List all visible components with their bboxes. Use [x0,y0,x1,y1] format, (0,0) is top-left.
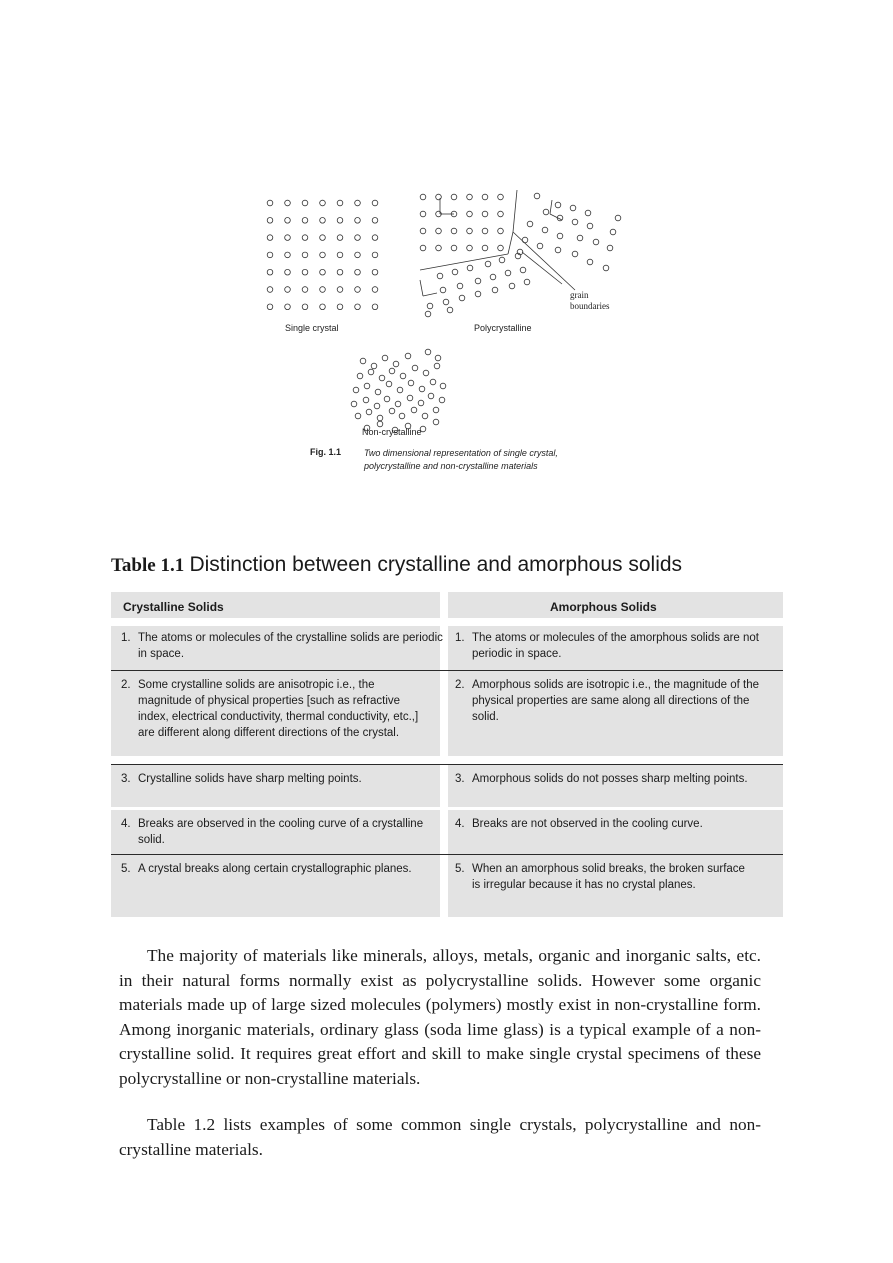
atom-circle [285,252,291,258]
atom-circle [411,407,417,413]
atom-circle [320,200,326,206]
atom-circle [542,227,548,233]
polycrystalline-label: Polycrystalline [474,323,532,333]
atom-circle [267,269,273,275]
atom-circle [425,349,431,355]
atom-circle [435,355,441,361]
atom-circle [440,383,446,389]
atom-circle [475,291,481,297]
atom-circle [482,194,488,200]
atom-circle [285,235,291,241]
atom-circle [593,239,599,245]
atomic-arrangement-figure [240,180,640,450]
atom-circle [534,193,540,199]
atom-circle [285,200,291,206]
body-paragraph-1: The majority of materials like minerals, alloys, metals, organic and inorganic salts, etc. in their natural forms normally exist as polycrystalline solids. However some organic materials made up of large sized molecules (polymers) mostly exist in non-crystalline form. Among inorganic materials, ordinary glass (soda lime glass) is a typical example of a non-crystalline solid. It requires great effort and skill to make single crystal specimens of these polycrystalline or non-crystalline materials. [119,946,761,1088]
atom-circle [423,370,429,376]
atom-circle [498,194,504,200]
atom-circle [366,409,372,415]
row-number: 1. [455,632,465,644]
row-number: 5. [455,863,465,875]
atom-circle [337,287,343,293]
atom-circle [389,368,395,374]
atom-circle [475,278,481,284]
atom-circle [285,218,291,224]
atom-circle [587,223,593,229]
atom-circle [267,235,273,241]
row-text: A crystal breaks along certain crystallographic planes. [138,863,412,875]
polycrystalline-lattice [420,193,621,317]
atom-circle [467,228,473,234]
atom-circle [425,311,431,317]
atom-circle [351,401,357,407]
boundaries-label: boundaries [570,301,610,311]
atom-circle [537,243,543,249]
atom-circle [337,269,343,275]
atom-circle [543,209,549,215]
atom-circle [355,269,361,275]
table-number: Table 1.1 [111,555,185,576]
header-amorphous: Amorphous Solids [550,600,657,614]
atom-circle [320,304,326,310]
atom-circle [337,200,343,206]
atom-circle [382,355,388,361]
atom-circle [337,218,343,224]
atom-circle [368,369,374,375]
atom-circle [439,397,445,403]
atom-circle [498,211,504,217]
figure-number: Fig. 1.1 [310,447,342,457]
atom-circle [302,287,308,293]
atom-circle [267,252,273,258]
atom-circle [459,295,465,301]
table-title [111,552,682,577]
atom-circle [285,304,291,310]
atom-circle [457,283,463,289]
atom-circle [386,381,392,387]
atom-circle [302,218,308,224]
single-crystal-lattice [267,200,378,309]
atom-circle [407,395,413,401]
atom-circle [389,408,395,414]
row-number: 2. [455,679,465,691]
atom-circle [498,245,504,251]
table-title-text: Distinction between crystalline and amorphous solids [189,553,683,576]
atom-circle [467,211,473,217]
row-text: Breaks are not observed in the cooling curve. [472,818,703,830]
atom-circle [360,358,366,364]
row4-amorphous [455,816,773,832]
atom-circle [467,245,473,251]
atom-circle [364,383,370,389]
atom-circle [337,304,343,310]
atom-circle [482,228,488,234]
atom-circle [587,259,593,265]
single-crystal-label: Single crystal [285,323,339,333]
atom-circle [422,413,428,419]
atom-circle [372,287,378,293]
atom-circle [375,389,381,395]
row-text: The atoms or molecules of the crystalline solids are periodic in space. [138,632,443,660]
atom-circle [452,269,458,275]
atom-circle [372,235,378,241]
atom-circle [320,252,326,258]
atom-circle [572,251,578,257]
atom-circle [557,233,563,239]
header-crystalline: Crystalline Solids [123,600,224,614]
atom-circle [505,270,511,276]
atom-circle [377,415,383,421]
atom-circle [436,194,442,200]
atom-circle [467,194,473,200]
atom-circle [420,228,426,234]
grain-label: grain [570,290,589,300]
atom-circle [443,299,449,305]
atom-circle [522,237,528,243]
atom-circle [320,287,326,293]
row-text: Amorphous solids are isotropic i.e., the magnitude of the physical properties are same along all directions of the solid. [472,679,760,723]
atom-circle [355,252,361,258]
atom-circle [372,218,378,224]
atom-circle [428,393,434,399]
atom-circle [433,419,439,425]
atom-circle [467,265,473,271]
atom-circle [498,228,504,234]
atom-circle [355,287,361,293]
atom-circle [555,202,561,208]
row-text: Crystalline solids have sharp melting points. [138,773,362,785]
comparison-table [111,592,783,917]
atom-circle [451,194,457,200]
atom-circle [482,211,488,217]
atom-circle [555,247,561,253]
atom-circle [372,252,378,258]
atom-circle [577,235,583,241]
atom-circle [397,387,403,393]
atom-circle [412,365,418,371]
atom-circle [337,235,343,241]
grain-boundary-lines [420,190,575,290]
atom-circle [420,245,426,251]
atom-circle [607,245,613,251]
atom-circle [451,228,457,234]
atom-circle [405,353,411,359]
row2-crystalline [121,677,426,741]
atom-circle [603,265,609,271]
atom-circle [570,205,576,211]
atom-circle [377,421,383,427]
atom-circle [384,396,390,402]
atom-circle [447,307,453,313]
row-number: 2. [121,679,131,691]
atom-circle [302,235,308,241]
row3-amorphous [455,771,760,787]
row-text: Some crystalline solids are anisotropic i.e., the magnitude of physical properties [such as refractive index, electrical conductivity, thermal conductivity, etc.,] are different along different directions of the crystal. [138,679,419,739]
atom-circle [393,361,399,367]
atom-circle [437,273,443,279]
non-crystalline-label: Non-crystalline [362,427,422,437]
row2-amorphous [455,677,773,725]
atom-circle [379,375,385,381]
atom-circle [371,363,377,369]
atom-circle [372,200,378,206]
atom-circle [395,401,401,407]
row-number: 1. [121,632,131,644]
non-crystalline-atoms [351,349,446,433]
atom-circle [419,386,425,392]
row-text: Amorphous solids do not posses sharp melting points. [472,773,748,785]
atom-circle [400,373,406,379]
atom-circle [520,267,526,273]
atom-circle [355,218,361,224]
atom-circle [440,287,446,293]
atom-circle [302,200,308,206]
row-text: Breaks are observed in the cooling curve of a crystalline solid. [138,818,424,846]
atom-circle [267,200,273,206]
row-number: 3. [455,773,465,785]
atom-circle [320,218,326,224]
atom-circle [302,304,308,310]
atom-circle [490,274,496,280]
row-number: 4. [455,818,465,830]
body-paragraph-2: Table 1.2 lists examples of some common single crystals, polycrystalline and non-crystalline materials. [119,1115,761,1159]
atom-circle [320,269,326,275]
atom-circle [436,228,442,234]
atom-circle [320,235,326,241]
row-number: 5. [121,863,131,875]
row1-crystalline [121,630,443,662]
atom-circle [433,407,439,413]
atom-circle [482,245,488,251]
atom-circle [572,219,578,225]
row5-amorphous [455,861,755,893]
row-text: When an amorphous solid breaks, the broken surface is irregular because it has no crystal planes. [472,863,745,891]
atom-circle [499,257,505,263]
row-number: 4. [121,818,131,830]
row-text: The atoms or molecules of the amorphous solids are not periodic in space. [472,632,760,660]
atom-circle [430,379,436,385]
atom-circle [420,211,426,217]
atom-circle [355,235,361,241]
atom-circle [451,245,457,251]
row4-crystalline [121,816,426,848]
atom-circle [355,200,361,206]
row5-crystalline [121,861,426,877]
atom-circle [355,413,361,419]
atom-circle [302,269,308,275]
atom-circle [610,229,616,235]
atom-circle [427,303,433,309]
row-number: 3. [121,773,131,785]
atom-circle [615,215,621,221]
atom-circle [436,245,442,251]
atom-circle [353,387,359,393]
atom-circle [372,269,378,275]
atom-circle [485,261,491,267]
atom-circle [374,403,380,409]
atom-circle [524,279,530,285]
atom-circle [285,287,291,293]
atom-circle [408,380,414,386]
atom-circle [267,218,273,224]
atom-circle [337,252,343,258]
atom-circle [585,210,591,216]
atom-circle [434,363,440,369]
atom-circle [509,283,515,289]
atom-circle [302,252,308,258]
atom-circle [363,397,369,403]
atom-circle [418,400,424,406]
row3-crystalline [121,771,436,787]
atom-circle [527,221,533,227]
row1-amorphous [455,630,767,662]
atom-circle [357,373,363,379]
figure-caption-text: Two dimensional representation of single crystal, polycrystalline and non-crystalline materials [364,448,558,471]
atom-circle [399,413,405,419]
atom-circle [267,304,273,310]
atom-circle [420,194,426,200]
atom-circle [285,269,291,275]
atom-circle [492,287,498,293]
atom-circle [355,304,361,310]
atom-circle [267,287,273,293]
atom-circle [372,304,378,310]
